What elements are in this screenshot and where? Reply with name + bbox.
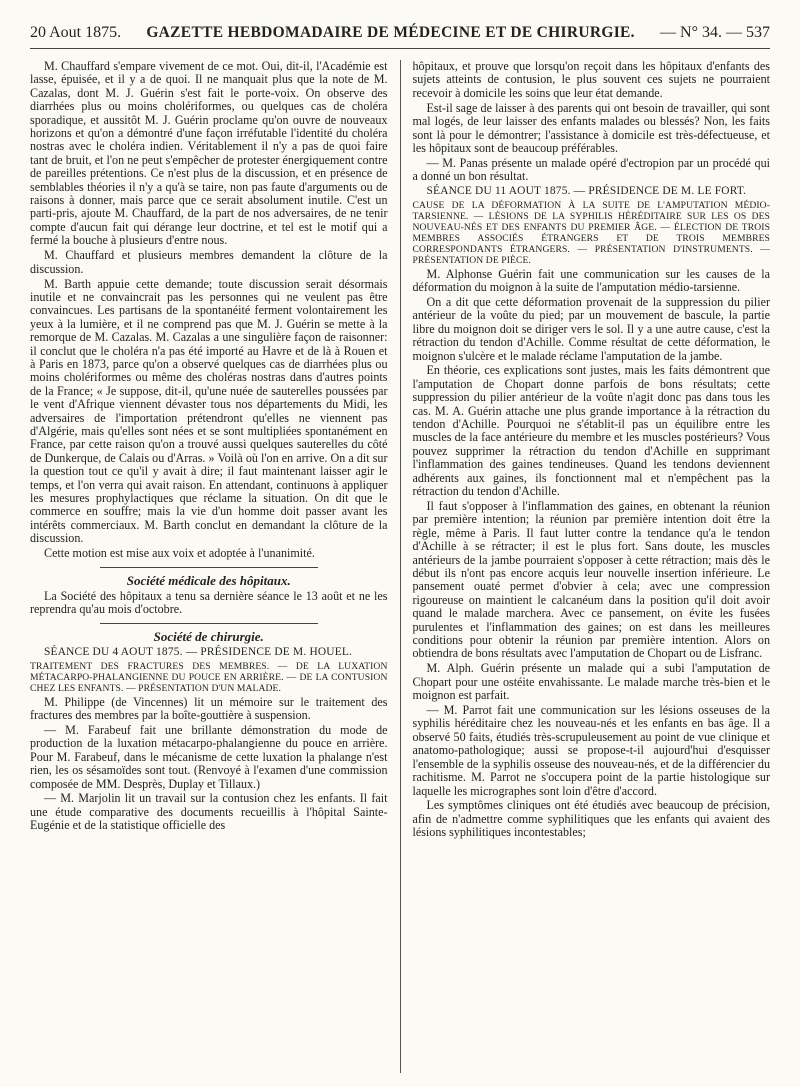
paragraph: On a dit que cette déformation provenait de la suppression du pilier antérieur de la voûte du pied; par un mouvement de bascule, la partie libre du moignon doit se diriger vers le sol. Il y a une autre cause, c'est la rétraction du tendon d'Achille. Comme résultat de cette déformation, le moignon s'ulcère et le malade réclame l'amputation de la jambe.: [412, 294, 770, 363]
paragraph: Les symptômes cliniques ont été étudiés avec beaucoup de précision, afin de n'admettre comme syphilitiques que les enfants qui avaient des lésions syphilitiques incontestables;: [412, 798, 770, 840]
page-number: 537: [746, 24, 770, 41]
session-heading: SÉANCE DU 11 AOUT 1875. — PRÉSIDENCE DE M. LE FORT.: [426, 185, 747, 198]
paragraph: — M. Panas présente un malade opéré d'ectropion par un procédé qui a donné un bon résultat.: [412, 155, 770, 184]
text-columns: [30, 60, 770, 1073]
page-header: [30, 22, 770, 49]
paragraph: — M. Parrot fait une communication sur les lésions osseuses de la syphilis héréditaire chez les nouveau-nés et les enfants en bas âge. Il a observé 50 faits, étudiés très-scrupuleusement au point de vue clinique et anatomo-pathologique; aussi se propose-t-il aujourd'hui d'esquisser l'ensemble de la syphilis osseuse des nouveau-nés, et de la différencier du rachitisme. M. Parrot ne s'occupera point de la partie histologique sur laquelle les micrographes sont loin d'être d'accord.: [412, 703, 770, 798]
paragraph: — M. Farabeuf fait une brillante démonstration du mode de production de la luxation métacarpo-phalangienne du pouce en arrière. Pour M. Farabeuf, dans le mécanisme de cette luxation la phalange n'est rien, les os sésamoïdes sont tout. (Renvoyé à l'examen d'une commission composée de MM. Desprès, Duplay et Tillaux.): [30, 722, 388, 791]
paragraph: La Société des hôpitaux a tenu sa dernière séance le 13 août et ne les reprendra qu'au mois d'octobre.: [30, 588, 388, 617]
paragraph: En théorie, ces explications sont justes, mais les faits démontrent que l'amputation de Chopart donne parfois de bons résultats; cette suppression du pilier antérieur de la voûte n'agit donc pas dans tous les cas. M. A. Guérin attache une plus grande importance à la rétraction du tendon d'Achille. Pourquoi ne s'établit-il pas un équilibre entre les muscles de la face antérieure du membre et les muscles postérieurs? Vous pouvez supprimer la rétraction du tendon d'Achille en supprimant l'inflammation des gaines tendineuses. Quand les tendons deviennent adhérents aux gaines, ils fonctionnent mal et n'empêchent pas la rétraction du tendon d'Achille.: [412, 363, 770, 499]
session-summary: TRAITEMENT DES FRACTURES DES MEMBRES. — DE LA LUXATION MÉTACARPO-PHALANGIENNE DU POUCE EN ARRIÈRE. — DE LA CONTUSION CHEZ LES ENFANTS. — PRÉSENTATION D'UN MALADE.: [30, 661, 388, 695]
session-summary: CAUSE DE LA DÉFORMATION À LA SUITE DE L'AMPUTATION MÉDIO-TARSIENNE. — LÉSIONS DE LA SYPHILIS HÉRÉDITAIRE SUR LES OS DES NOUVEAU-NÉS ET DES ENFANTS DU PREMIER ÂGE. — ÉLECTION DE TROIS MEMBRES ASSOCIÉS ÉTRANGERS ET DE TROIS MEMBRES CORRESPONDANTS ÉTRANGERS. — PRÉSENTATION D'INSTRUMENTS. — PRÉSENTATION DE PIÈCE.: [412, 200, 770, 267]
session-heading: SÉANCE DU 4 AOUT 1875. — PRÉSIDENCE DE M. HOUEL.: [44, 646, 353, 659]
issue-number: — N° 34. —: [660, 24, 742, 41]
issue-date: 20 Aout 1875.: [30, 24, 122, 41]
right-column: [413, 60, 771, 1073]
column-divider: [400, 60, 401, 1073]
paragraph: M. Alph. Guérin présente un malade qui a subi l'amputation de Chopart pour une ostéite envahissante. Le malade marche très-bien et le moignon est parfait.: [412, 661, 770, 703]
paragraph: hôpitaux, et prouve que lorsqu'on reçoit dans les hôpitaux d'enfants des sujets atteints de contusion, le plus souvent ces sujets ne pourraient recevoir à domicile les soins que leur état demande.: [412, 59, 770, 100]
journal-title: GAZETTE HEBDOMADAIRE DE MÉDECINE ET DE CHIRURGIE.: [146, 24, 635, 41]
paragraph: M. Chauffard et plusieurs membres demandent la clôture de la discussion.: [30, 248, 388, 276]
paragraph: M. Philippe (de Vincennes) lit un mémoire sur le traitement des fractures des membres par la boîte-gouttière à suspension.: [30, 694, 388, 722]
paragraph: M. Barth appuie cette demande; toute discussion serait désormais inutile et ne convaincrait pas les personnes qui ne veulent pas être convaincues. Les partisans de la spontanéité ferment volontairement les yeux à la lumière, et il ne comprend pas que M. J. Guérin se mette à la remorque de M. Cazalas. M. Cazalas a une singulière façon de raisonner: il conclut que le choléra n'a pas été importé au Havre et de là à Rouen et à Paris en 1873, parce qu'on a observé quelques cas de diarrhées plus ou moins cholériformes ou même des choléras nostras dans d'autres points de la France; « Je suppose, dit-il, qu'une nuée de sauterelles poussées par le vent d'Afrique viennent dévaster tous nos départements du Midi, les adversaires de l'importation prétendront qu'elles ne viennent pas d'Algérie, mais qu'elles sont nées et se sont multipliées spontanément en France, par cette raison qu'on a trouvé aussi quelques sauterelles du côté de Dunkerque, de Calais ou d'Arras. » Voilà où l'on en arrive. On a dit sur la question tout ce qu'il y avait à dire; il faut maintenant laisser agir le temps, et l'on verra qui avait raison. En attendant, continuons à appliquer les mesures prophylactiques que réclame la situation. On dit que le commerce en souffre; mais la vie d'un homme doit passer avant les intérêts commerciaux. M. Barth conclut en demandant la clôture de la discussion.: [30, 276, 388, 546]
paragraph: Cette motion est mise aux voix et adoptée à l'unanimité.: [44, 546, 315, 561]
paragraph: Il faut s'opposer à l'inflammation des gaines, en obtenant la réunion par première intention; la réunion par première intention doit être la règle, même à Paris. Il faut lutter contre la tendance qu'a le tendon d'Achille à se rétracter; il est le plus fort. Sans doute, les muscles antérieurs de la jambe pourraient s'opposer à cette rétraction; mais dès le début ils n'ont pas encore acquis leur nouvelle insertion inférieure. Le pansement ouaté permet d'obvier à cela; avec une compression rigoureuse on maintient le calcanéum dans la position qu'il doit avoir quand le malade marchera. Avec ce pansement, on évite les fusées purulentes et l'inflammation des gaines; on est dans les meilleures conditions pour obtenir la réunion par première intention. Alors on obtiendra de bons résultats avec l'amputation de Chopart ou de Lisfranc.: [412, 498, 770, 661]
paragraph: — M. Marjolin lit un travail sur la contusion chez les enfants. Il fait une étude comparative des documents recueillis à l'hôpital Sainte-Eugénie et de la statistique officielle des: [30, 791, 388, 833]
paragraph: M. Chauffard s'empare vivement de ce mot. Oui, dit-il, l'Académie est lasse, épuisée, et il y a de quoi. Il ne manquait plus que la note de M. Cazalas, dont M. J. Guérin s'est fait le porte-voix. On observe des diarrhées plus ou moins cholériformes, ou quelques cas de choléra sporadique, et aussitôt M. J. Guérin proclame qu'on ouvre de nouveaux horizons et qu'on a démontré d'une façon irréfutable l'identité du choléra nostras avec le choléra indien. Véritablement il n'y a pas de quoi faire tant de bruit, et l'on ne peut s'empêcher de protester énergiquement contre de pareilles prétentions. Ce n'est plus de la discussion, et en présence de semblables théories il n'y a qu'à se taire, non pas faute d'arguments ou de raisons à donner, mais parce que ce serait absolument inutile. C'est un parti-pris, ajoute M. Chauffard, de la part de nos adversaires, de ne tenir compte d'aucun fait qui dérange leur doctrine, et tel est le motif qui a fermé la bouche à plusieurs d'entre nous.: [30, 59, 388, 248]
section-divider: [100, 567, 318, 568]
section-heading: Société de chirurgie.: [153, 628, 264, 644]
paragraph: M. Alphonse Guérin fait une communication sur les causes de la déformation du moignon à la suite de l'amputation médio-tarsienne.: [412, 266, 770, 294]
left-column: [30, 60, 388, 1073]
section-divider: [100, 623, 318, 624]
issue-number-page: [660, 22, 770, 44]
section-heading: Société médicale des hôpitaux.: [126, 572, 291, 588]
paragraph: Est-il sage de laisser à des parents qui ont besoin de travailler, qui sont mal logés, de leur laisser des enfants malades ou blessés? Non, les faits sont là pour le démontrer; l'assistance à domicile est très-défectueuse, et les hôpitaux sont de beaucoup préférables.: [412, 100, 770, 155]
